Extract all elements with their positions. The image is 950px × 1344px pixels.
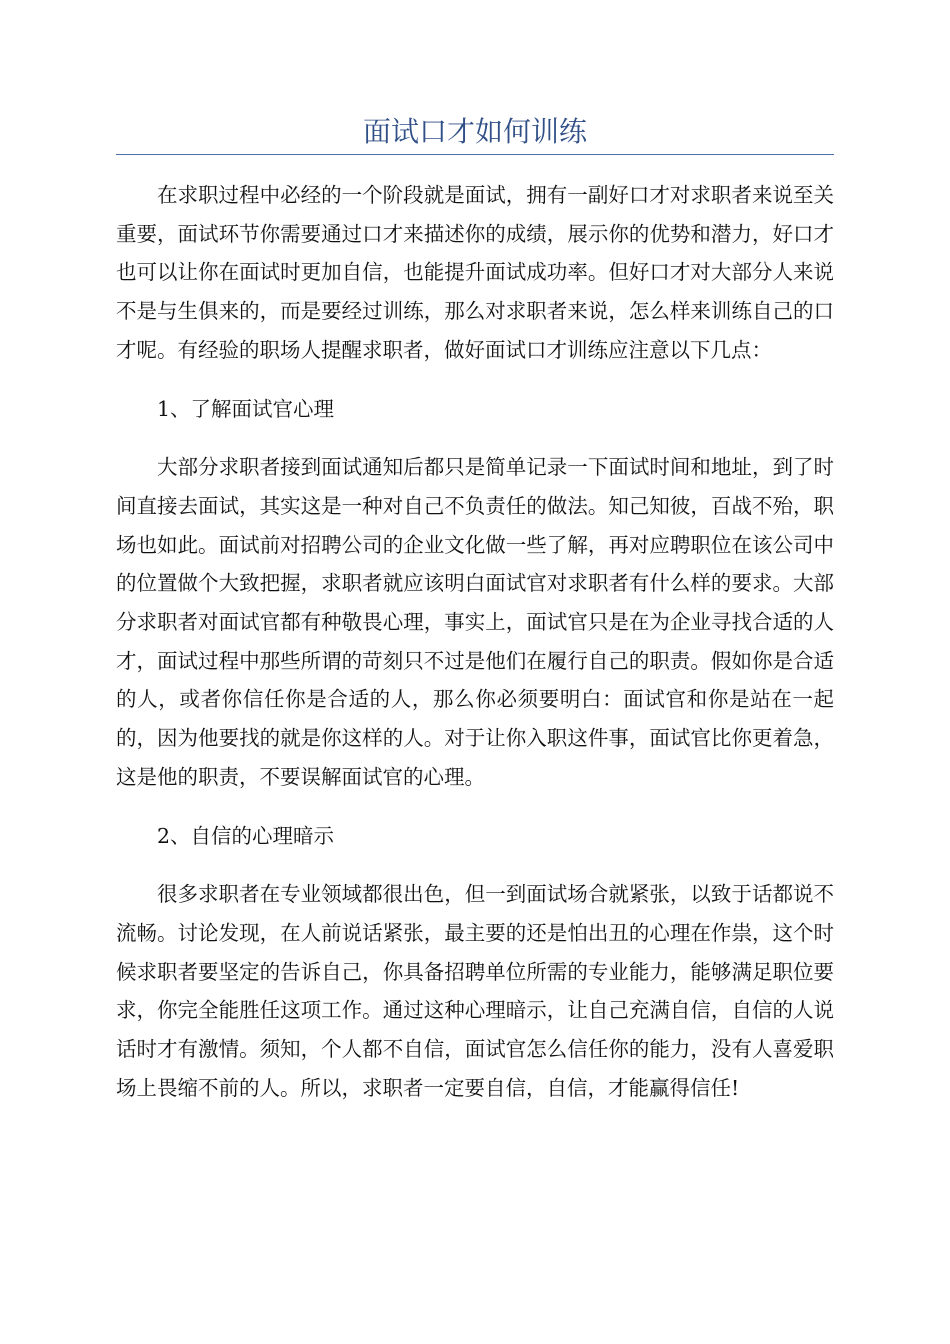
section-1-paragraph: 大部分求职者接到面试通知后都只是简单记录一下面试时间和地址，到了时间直接去面试，其实这是一种对自己不负责任的做法。知己知彼，百战不殆，职场也如此。面试前对招聘公司的企业文化做一些了解，再对应聘职位在该公司中的位置做个大致把握，求职者就应该明白面试官对求职者有什么样的要求。大部分求职者对面试官都有种敬畏心理，事实上，面试官只是在为企业寻找合适的人才，面试过程中那些所谓的苛刻只不过是他们在履行自己的职责。假如你是合适的人，或者你信任你是合适的人，那么你必须要明白：面试官和你是站在一起的，因为他要找的就是你这样的人。对于让你入职这件事，面试官比你更着急，这是他的职责，不要误解面试官的心理。 xyxy=(116,455,834,789)
document-title: 面试口才如何训练 xyxy=(362,115,587,148)
section-heading-2: 2、自信的心理暗示 xyxy=(157,823,335,848)
intro-paragraph: 在求职过程中必经的一个阶段就是面试，拥有一副好口才对求职者来说至关重要，面试环节你需要通过口才来描述你的成绩，展示你的优势和潜力，好口才也可以让你在面试时更加自信，也能提升面试成功率。但好口才对大部分人来说不是与生俱来的，而是要经过训练，那么对求职者来说，怎么样来训练自己的口才呢。有经验的职场人提醒求职者，做好面试口才训练应注意以下几点： xyxy=(116,183,834,362)
section-2-paragraph: 很多求职者在专业领域都很出色，但一到面试场合就紧张，以致于话都说不流畅。讨论发现，在人前说话紧张，最主要的还是怕出丑的心理在作祟，这个时候求职者要坚定的告诉自己，你具备招聘单位所需的专业能力，能够满足职位要求，你完全能胜任这项工作。通过这种心理暗示，让自己充满自信，自信的人说话时才有激情。须知，个人都不自信，面试官怎么信任你的能力，没有人喜爱职场上畏缩不前的人。所以，求职者一定要自信，自信，才能赢得信任! xyxy=(116,882,834,1100)
title-underline xyxy=(116,154,834,155)
section-heading-1: 1、了解面试官心理 xyxy=(157,396,335,421)
document-body xyxy=(116,176,834,1127)
